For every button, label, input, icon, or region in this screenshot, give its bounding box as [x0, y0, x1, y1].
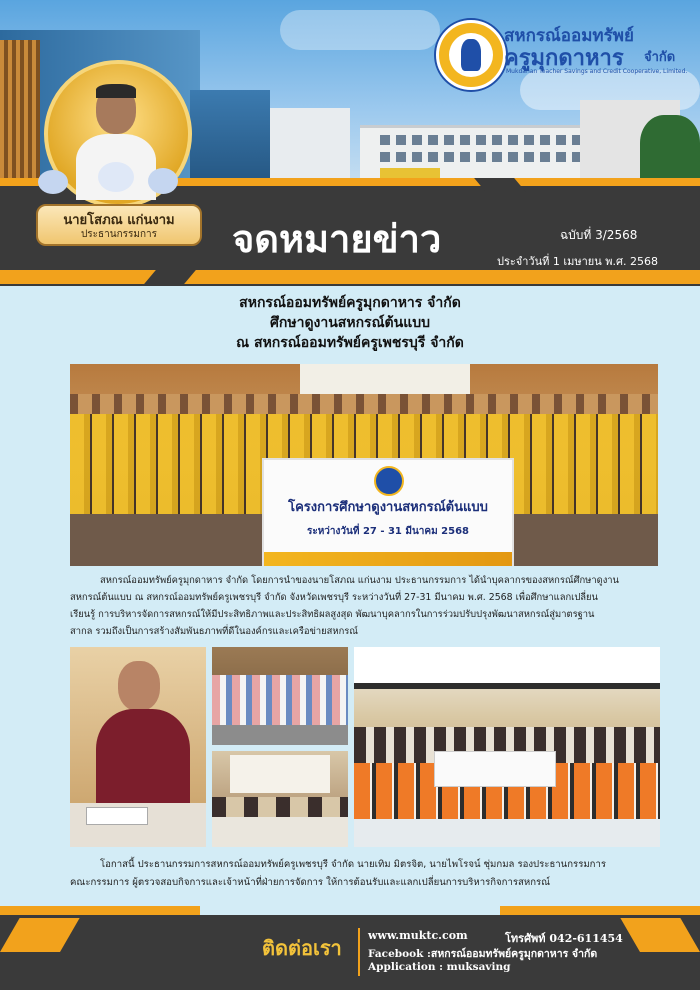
name-card [86, 807, 148, 825]
facebook-link[interactable]: Facebook :สหกรณ์ออมทรัพย์ครูมุกดาหาร จำกัด [368, 948, 598, 960]
project-banner [262, 458, 514, 566]
issue-number: ฉบับที่ 3/2568 [560, 228, 638, 242]
cloud [280, 10, 440, 50]
group-photo-main [70, 364, 658, 566]
issue-date: ประจำวันที่ 1 เมษายน พ.ศ. 2568 [497, 255, 658, 268]
banner-logo-icon [374, 466, 404, 496]
floor [354, 819, 660, 847]
contact-label: ติดต่อเรา [262, 936, 342, 960]
headline-line3: ณ สหกรณ์ออมทรัพย์ครูเพชรบุรี จำกัด [236, 335, 464, 351]
coop-logo-icon [436, 20, 506, 90]
chairman-nameplate [36, 204, 202, 246]
newsletter-title: จดหมายข่าว [232, 217, 442, 261]
person-head [118, 661, 160, 711]
person-body [96, 709, 190, 809]
paragraph1-line2: สหกรณ์ต้นแบบ ณ สหกรณ์ออมทรัพย์ครูเพชรบุรี จำกัด จังหวัดเพชรบุรี ระหว่างวันที่ 27-31 มีนาคม พ.ศ. 2568 เพื่อศึกษาแลกเปลี่ยน [70, 592, 598, 603]
paragraph2-line2: คณะกรรมการ ผู้ตรวจสอบกิจการและเจ้าหน้าที่ฝ่ายการจัดการ ให้การต้อนรับและแลกเปลี่ยนการบริหารกิจการสหกรณ์ [70, 877, 551, 888]
photo-meeting [212, 751, 348, 847]
phone-number: โทรศัพท์ 042-611454 [505, 932, 623, 945]
banner-stripe [264, 552, 512, 566]
headline-line2: ศึกษาดูงานสหกรณ์ต้นแบบ [269, 315, 431, 331]
org-name: สหกรณ์ออมทรัพย์ [504, 26, 634, 46]
paragraph1-line4: สากล รวมถึงเป็นการสร้างสัมพันธภาพที่ดีในองค์กรและเครือข่ายสหกรณ์ [70, 626, 358, 637]
paragraph2-line1: โอกาสนี้ ประธานกรรมการสหกรณ์ออมทรัพย์ครูเพชรบุรี จำกัด นายเทิม มิตรจิต, นายไพโรจน์ ชุ่มกมล รองประธานกรรมการ [100, 859, 607, 870]
application-link[interactable]: Application : muksaving [368, 961, 511, 973]
headline-line1: สหกรณ์ออมทรัพย์ครูมุกดาหาร จำกัด [239, 295, 461, 311]
flower-decoration [38, 160, 188, 200]
ceiling [354, 647, 660, 689]
building-glass-2 [190, 90, 270, 180]
photo-chairman-speaking [70, 647, 206, 847]
crowd [212, 675, 348, 725]
attendees [212, 797, 348, 819]
org-suffix: จำกัด [644, 50, 676, 65]
banner-date: ระหว่างวันที่ 27 - 31 มีนาคม 2568 [306, 526, 470, 537]
windows [380, 135, 580, 145]
banner-small [434, 751, 556, 787]
photo-group-small [212, 647, 348, 745]
accent-stripe [0, 270, 700, 284]
org-name-big: ครูมุกดาหาร [504, 46, 624, 71]
table [212, 817, 348, 847]
banner-title: โครงการศึกษาดูงานสหกรณ์ต้นแบบ [288, 500, 488, 515]
building-wood [0, 40, 40, 180]
screen [230, 755, 330, 793]
building-white [270, 108, 350, 180]
org-name-en: Mukdahan Teacher Savings and Credit Cooperative, Limited. [506, 68, 688, 75]
floor [212, 725, 348, 745]
crowd-heads [70, 394, 658, 414]
windows [380, 152, 580, 162]
paragraph1-line3: เรียนรู้ การบริหารจัดการสหกรณ์ให้มีประสิทธิภาพและประสิทธิผลสูงสุด พัฒนาบุคลากรในการร่วมปรับปรุงพัฒนาสหกรณ์สู่มาตรฐาน [70, 609, 595, 620]
chairman-title: ประธานกรรมการ [80, 229, 158, 240]
website-link[interactable]: www.muktc.com [368, 929, 468, 942]
paragraph1-line1: สหกรณ์ออมทรัพย์ครูมุกดาหาร จำกัด โดยการนำของนายโสภณ แก่นงาม ประธานกรรมการ ได้นำบุคลากรของสหกรณ์ศึกษาดูงาน [100, 575, 619, 586]
tree [640, 115, 700, 185]
photo-orange-group [354, 647, 660, 847]
footer-divider [358, 928, 360, 976]
chairman-name: นายโสภณ แก่นงาม [63, 213, 175, 228]
